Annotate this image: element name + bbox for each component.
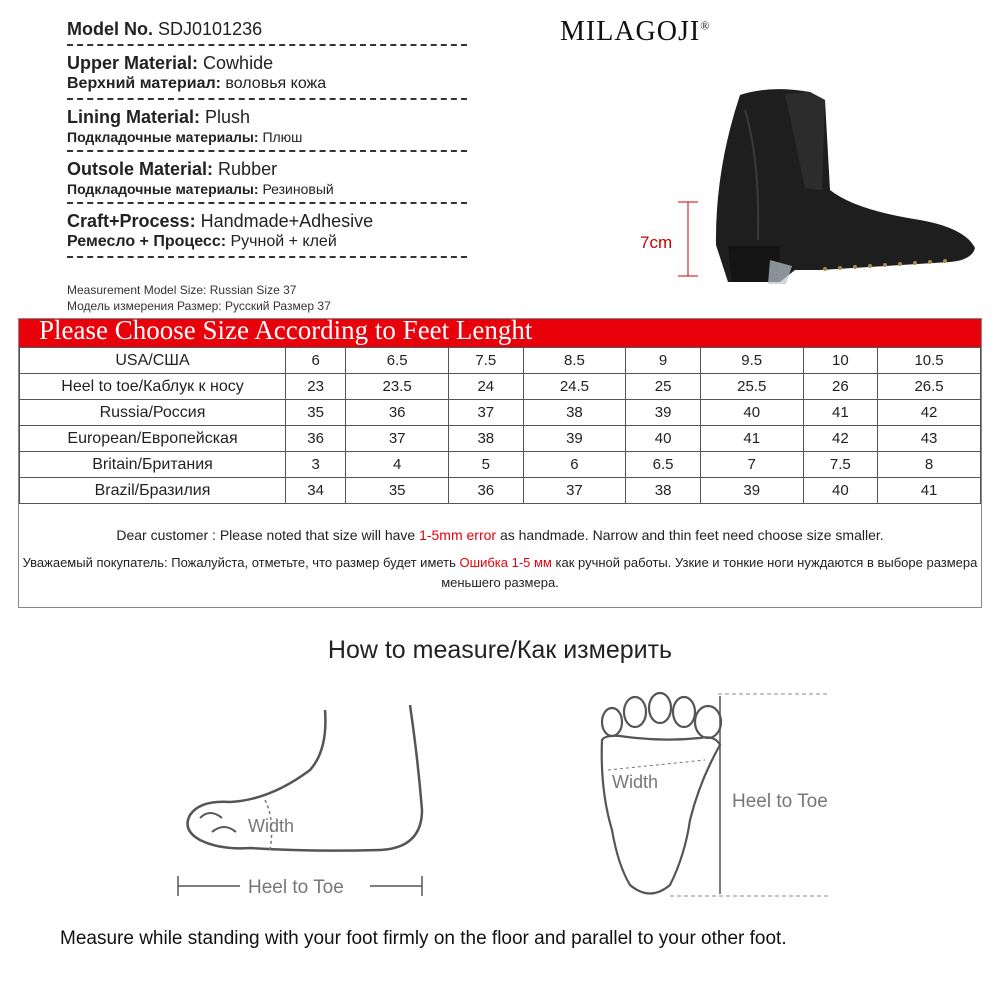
size-row: [20, 400, 981, 426]
heel-height-label: 7cm: [640, 233, 673, 252]
size-cell: 3: [286, 452, 346, 478]
brand-logo: [560, 16, 710, 48]
size-cell: 40: [803, 478, 877, 504]
note-english: [19, 527, 981, 543]
note-error-highlight: 1-5mm error: [419, 527, 497, 543]
size-cell: 6.5: [346, 348, 449, 374]
size-row-label: Heel to toe/Каблук к носу: [20, 374, 286, 400]
spec-value: SDJ0101236: [158, 19, 263, 39]
spec-value: Rubber: [218, 159, 278, 179]
size-cell: 40: [626, 426, 700, 452]
size-cell: 26: [803, 374, 877, 400]
spec-label: Upper Material:: [67, 53, 199, 73]
heel-to-toe-label-top: Heel to Toe: [732, 791, 828, 812]
spec-value-ru: воловья кожа: [225, 75, 327, 92]
size-row-label: Britain/Британия: [20, 452, 286, 478]
size-row: [20, 348, 981, 374]
size-row-label: European/Европейская: [20, 426, 286, 452]
size-cell: 36: [346, 400, 449, 426]
toe-lines: [200, 813, 236, 832]
size-cell: 6: [523, 452, 626, 478]
registered-mark: ®: [700, 18, 711, 33]
size-cell: 8: [878, 452, 981, 478]
note-text: as handmade. Narrow and thin feet need choose size smaller.: [496, 527, 884, 543]
size-cell: 7: [700, 452, 803, 478]
size-row: [20, 452, 981, 478]
size-cell: 37: [523, 478, 626, 504]
spec-label: Lining Material:: [67, 107, 201, 127]
spec-craft-process: [67, 210, 467, 258]
size-cell: 37: [346, 426, 449, 452]
spec-label: Craft+Process:: [67, 211, 196, 231]
size-cell: 38: [449, 426, 523, 452]
size-cell: 23.5: [346, 374, 449, 400]
spec-outsole-material: [67, 158, 467, 204]
note-text: как ручной работы. Узкие и тонкие ноги нуждаются в выборе размера меньшего размера.: [441, 555, 978, 590]
spec-value-ru: Плюш: [262, 129, 303, 145]
note-error-highlight: Ошибка 1-5 мм: [459, 555, 552, 570]
note-text: Уважаемый покупатель: Пожалуйста, отметьте, что размер будет иметь: [22, 555, 460, 570]
ankle-boot-illustration: [620, 70, 990, 300]
size-cell: 24: [449, 374, 523, 400]
size-cell: 39: [523, 426, 626, 452]
size-cell: 36: [286, 426, 346, 452]
size-row-label: Brazil/Бразилия: [20, 478, 286, 504]
spec-label-ru: Верхний материал:: [67, 75, 221, 92]
size-cell: 9.5: [700, 348, 803, 374]
size-cell: 35: [346, 478, 449, 504]
foot-side-outline: [188, 705, 422, 851]
size-cell: 39: [626, 400, 700, 426]
size-table: [19, 347, 981, 504]
foot-side-diagram: [160, 690, 450, 910]
width-label-side: Width: [248, 816, 295, 836]
brand-name: MILAGOJI: [560, 16, 701, 47]
width-marker-top: [608, 760, 705, 770]
size-cell: 42: [803, 426, 877, 452]
size-chart-banner: [19, 315, 981, 347]
size-cell: 4: [346, 452, 449, 478]
size-cell: 7.5: [449, 348, 523, 374]
size-cell: 6.5: [626, 452, 700, 478]
size-cell: 38: [523, 400, 626, 426]
size-row-label: USA/СШA: [20, 348, 286, 374]
size-cell: 42: [878, 400, 981, 426]
size-cell: 38: [626, 478, 700, 504]
spec-lining-material: [67, 106, 467, 152]
spec-label-ru: Подкладочные материалы:: [67, 129, 259, 145]
size-chart: [18, 315, 982, 608]
size-cell: 9: [626, 348, 700, 374]
size-notes: [19, 519, 981, 593]
size-cell: 35: [286, 400, 346, 426]
measurement-model-ru: Модель измерения Размер: Русский Размер 37: [67, 299, 331, 313]
size-cell: 40: [700, 400, 803, 426]
size-row: [20, 426, 981, 452]
size-cell: 26.5: [878, 374, 981, 400]
spec-value: Cowhide: [203, 53, 274, 73]
size-cell: 8.5: [523, 348, 626, 374]
size-cell: 10: [803, 348, 877, 374]
heel-to-toe-label-side: Heel to Toe: [248, 877, 344, 898]
size-cell: 25.5: [700, 374, 803, 400]
measure-instruction: Measure while standing with your foot firmly on the floor and parallel to your other foot.: [60, 928, 787, 949]
size-cell: 10.5: [878, 348, 981, 374]
measurement-model-en: Measurement Model Size: Russian Size 37: [67, 283, 297, 297]
size-row-label: Russia/Россия: [20, 400, 286, 426]
spec-upper-material: [67, 52, 467, 100]
size-cell: 5: [449, 452, 523, 478]
width-label-top: Width: [612, 772, 659, 792]
spec-label: Outsole Material:: [67, 159, 214, 179]
spec-label-ru: Ремесло + Процесс:: [67, 233, 227, 250]
spec-label-ru: Подкладочные материалы:: [67, 181, 259, 197]
size-cell: 41: [700, 426, 803, 452]
size-cell: 36: [449, 478, 523, 504]
spec-model-number: [67, 18, 467, 46]
size-cell: 43: [878, 426, 981, 452]
size-cell: 39: [700, 478, 803, 504]
foot-top-diagram: [590, 680, 860, 905]
note-russian: [19, 553, 981, 593]
spec-value-ru: Ручной + клей: [230, 233, 337, 250]
boot-product-image: [620, 70, 990, 300]
size-row: [20, 478, 981, 504]
spec-label: Model No.: [67, 19, 153, 39]
spec-value: Plush: [205, 107, 251, 127]
size-cell: 41: [803, 400, 877, 426]
size-row: [20, 374, 981, 400]
size-cell: 34: [286, 478, 346, 504]
spec-value: Handmade+Adhesive: [200, 211, 374, 231]
how-to-measure-title: How to measure/Как измерить: [327, 636, 673, 664]
spec-value-ru: Резиновый: [262, 181, 334, 197]
size-cell: 7.5: [803, 452, 877, 478]
note-text: Dear customer : Please noted that size will have: [116, 527, 420, 543]
size-cell: 23: [286, 374, 346, 400]
sole-outline: [602, 736, 720, 894]
product-spec-list: [67, 18, 467, 264]
toe-outlines: [602, 693, 721, 738]
size-cell: 41: [878, 478, 981, 504]
size-cell: 37: [449, 400, 523, 426]
size-cell: 24.5: [523, 374, 626, 400]
size-cell: 25: [626, 374, 700, 400]
size-cell: 6: [286, 348, 346, 374]
size-chart-banner-text: Please Choose Size According to Feet Lenght: [39, 315, 533, 345]
measurement-model-note: [67, 282, 331, 314]
